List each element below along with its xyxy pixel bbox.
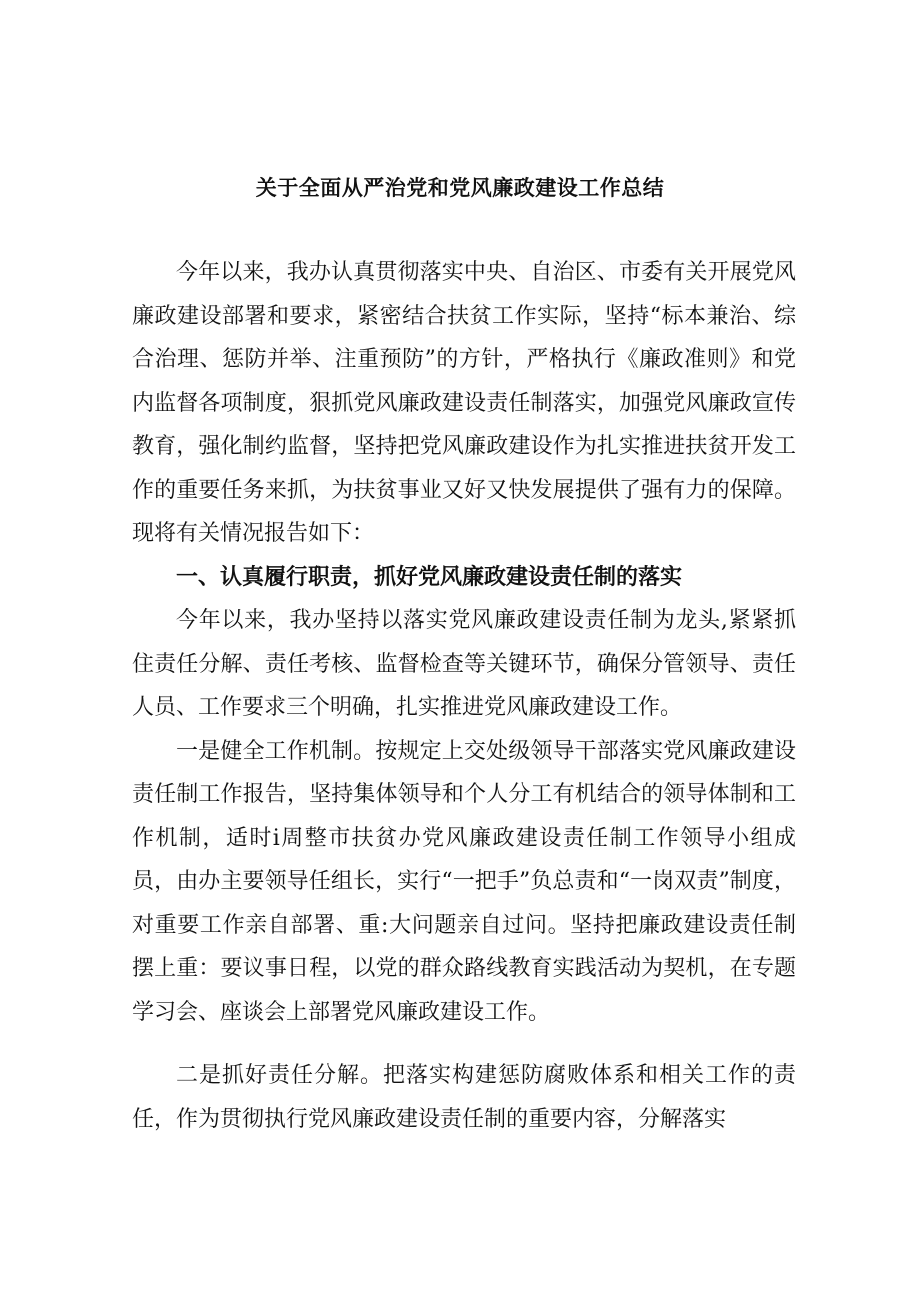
section-1-paragraph: 今年以来，我办坚持以落实党风廉政建设责任制为龙头,紧紧抓住责任分解、责任考核、监督检查等关键环节，确保分管领导、责任人员、工作要求三个明确，扎实推进党风廉政建设工作。 — [132, 608, 796, 720]
section-heading-1: 一、认真履行职责，抓好党风廉政建设责任制的落实 — [176, 564, 683, 590]
intro-paragraph: 今年以来，我办认真贯彻落实中央、自治区、市委有关开展党风廉政建设部署和要求，紧密结合扶贫工作实际，坚持“标本兼治、综合治理、惩防并举、注重预防”的方针，严格执行《廉政准则》和党内监督各项制度，狠抓党风廉政建设责任制落实，加强党风廉政宣传教育，强化制约监督，坚持把党风廉政建设作为扎实推进扶贫开发工作的重要任务来抓，为扶贫事业又好又快发展提供了强有力的保障。现将有关情况报告如下： — [132, 260, 796, 546]
point-1-paragraph: 一是健全工作机制。按规定上交处级领导干部落实党风廉政建设责任制工作报告，坚持集体领导和个人分工有机结合的领导体制和工作机制，适时i周整市扶贫办党风廉政建设责任制工作领导小组成员，由办主要领导任组长，实行“一把手”负总责和“一岗双责”制度，对重要工作亲自部署、重:大问题亲自过问。坚持把廉政建设责任制摆上重：要议事日程，以党的群众路线教育实践活动为契机，在专题学习会、座谈会上部署党风廉政建设工作。 — [132, 738, 796, 1025]
point-2-paragraph: 二是抓好责任分解。把落实构建惩防腐败体系和相关工作的责任，作为贯彻执行党风廉政建设责任制的重要内容，分解落实 — [132, 1063, 796, 1132]
document-body — [132, 251, 796, 1141]
document-title: 关于全面从严治党和党风廉政建设工作总结 — [255, 176, 665, 200]
